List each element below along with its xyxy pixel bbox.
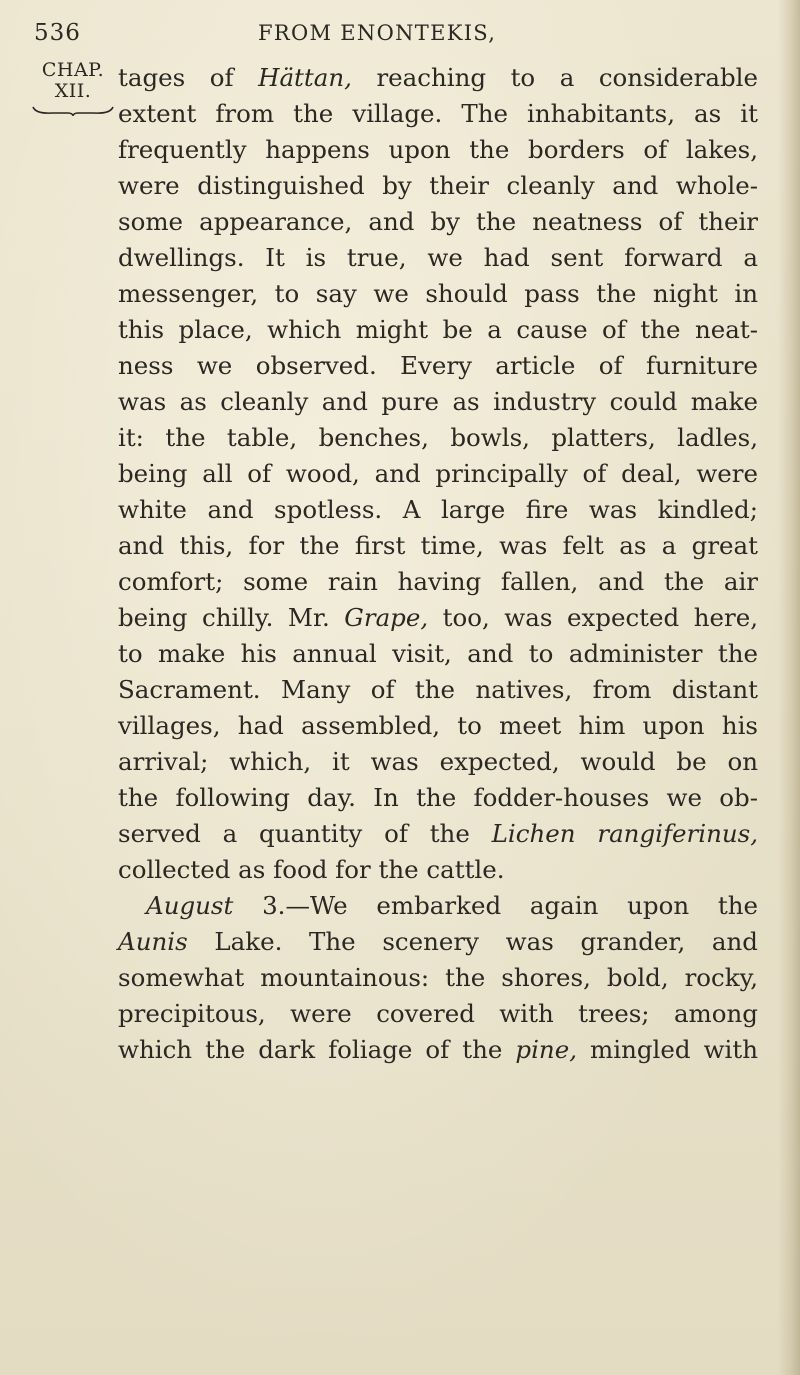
text-line <box>118 780 758 816</box>
chapter-label: CHAP. <box>41 59 105 81</box>
text-run: reaching to a considerable <box>351 63 758 92</box>
page-edge-shadow <box>778 0 800 1375</box>
running-head: FROM ENONTEKIS, <box>258 21 497 45</box>
text-run: too, was expected here, <box>428 603 758 632</box>
page-number: 536 <box>34 20 81 46</box>
body-text <box>118 60 758 1068</box>
text-run: which the dark foliage of the <box>118 1035 516 1064</box>
text-line <box>118 204 758 240</box>
text-run: this place, which might be a cause of the neat- <box>118 315 758 344</box>
page-header <box>0 14 800 54</box>
text-line <box>118 240 758 276</box>
text-run: tages of <box>118 63 259 92</box>
text-line <box>118 960 758 996</box>
italic-run: Grape, <box>344 603 429 632</box>
text-run: served a quantity of the <box>118 819 492 848</box>
text-line <box>118 672 758 708</box>
text-run: frequently happens upon the borders of lakes, <box>118 135 758 164</box>
text-line <box>118 492 758 528</box>
text-run: and this, for the first time, was felt as a great <box>118 531 758 560</box>
text-line <box>118 600 758 636</box>
text-line <box>118 456 758 492</box>
text-run: it: the table, benches, bowls, platters, ladles, <box>118 423 758 452</box>
italic-run: Lichen rangiferinus, <box>491 819 759 848</box>
text-line <box>118 96 758 132</box>
text-line <box>118 348 758 384</box>
text-line <box>118 1032 758 1068</box>
text-run: dwellings. It is true, we had sent forward a <box>118 243 758 272</box>
text-run: the following day. In the fodder-houses we ob- <box>118 783 758 812</box>
text-line <box>118 816 758 852</box>
text-line <box>118 276 758 312</box>
text-run: collected as food for the cattle. <box>118 855 505 884</box>
text-run: was as cleanly and pure as industry could make <box>118 387 758 416</box>
text-line <box>118 132 758 168</box>
text-line <box>118 564 758 600</box>
text-run: ness we observed. Every article of furniture <box>118 351 758 380</box>
italic-run: Hättan, <box>258 63 352 92</box>
text-line <box>118 312 758 348</box>
text-run: being chilly. Mr. <box>118 603 345 632</box>
text-run: messenger, to say we should pass the night in <box>118 279 758 308</box>
chapter-margin-note <box>30 60 116 116</box>
italic-run: August <box>146 891 234 920</box>
text-run: somewhat mountainous: the shores, bold, rocky, <box>118 963 758 992</box>
text-run: being all of wood, and principally of deal, were <box>118 459 758 488</box>
text-run: white and spotless. A large fire was kindled; <box>118 495 758 524</box>
text-line <box>118 924 758 960</box>
italic-run: Aunis <box>118 927 188 956</box>
text-run: to make his annual visit, and to administer the <box>118 639 758 668</box>
text-line <box>118 60 758 96</box>
text-run: mingled with <box>576 1035 758 1064</box>
text-run: Lake. The scenery was grander, and <box>187 927 758 956</box>
italic-run: pine, <box>515 1035 577 1064</box>
text-run: villages, had assembled, to meet him upon his <box>118 711 758 740</box>
text-run: precipitous, were covered with trees; among <box>118 999 758 1028</box>
brace-icon <box>32 106 114 116</box>
text-run: were distinguished by their cleanly and whole- <box>118 171 758 200</box>
text-line <box>118 384 758 420</box>
text-line <box>118 168 758 204</box>
chapter-number: XII. <box>54 80 92 102</box>
text-line <box>118 636 758 672</box>
text-line <box>118 420 758 456</box>
text-run: 3.—We embarked again upon the <box>233 891 758 920</box>
text-run: arrival; which, it was expected, would be on <box>118 747 758 776</box>
text-run: some appearance, and by the neatness of their <box>118 207 758 236</box>
text-run: Sacrament. Many of the natives, from distant <box>118 675 758 704</box>
text-line <box>118 744 758 780</box>
text-line <box>118 852 758 888</box>
text-run: extent from the village. The inhabitants, as it <box>118 99 758 128</box>
text-run: comfort; some rain having fallen, and the air <box>118 567 758 596</box>
text-line <box>118 996 758 1032</box>
text-line <box>118 888 758 924</box>
text-line <box>118 708 758 744</box>
text-line <box>118 528 758 564</box>
